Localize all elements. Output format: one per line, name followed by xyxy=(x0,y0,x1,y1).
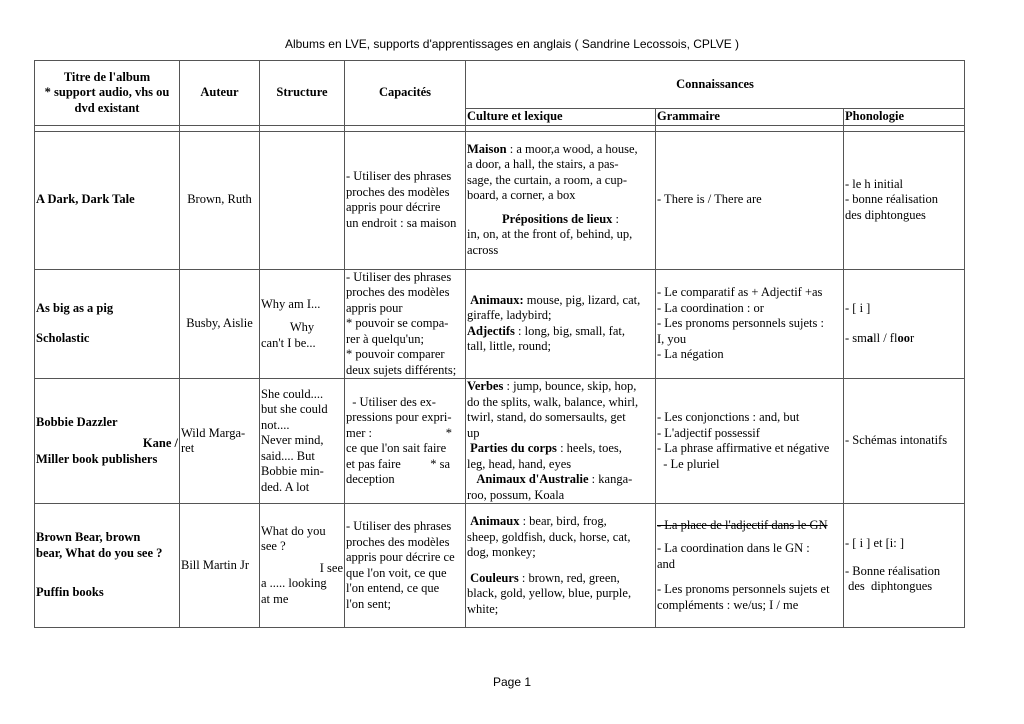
album-title: As big as a pig Scholastic xyxy=(35,269,180,379)
album-capacites: - Utiliser des ex- pressions pour expri- mer : * ce que l'on sait faire et pas faire * sa deception xyxy=(345,379,466,504)
table-row xyxy=(35,131,965,269)
album-phonologie: - le h initial - bonne réalisation des diphtongues xyxy=(844,131,965,269)
album-culture: Animaux : bear, bird, frog, sheep, goldfish, duck, horse, cat, dog, monkey; Couleurs : brown, red, green, black, gold, yellow, blue, purple, white; xyxy=(466,504,656,628)
album-title: Bobbie Dazzler Kane / Miller book publishers xyxy=(35,379,180,504)
table-row xyxy=(35,269,965,379)
album-author: Bill Martin Jr xyxy=(180,504,260,628)
table-row xyxy=(35,504,965,628)
col-capacites: Capacités xyxy=(345,61,466,126)
col-auteur: Auteur xyxy=(180,61,260,126)
album-structure: She could.... but she could not.... Never mind, said.... But Bobbie min- ded. A lot xyxy=(260,379,345,504)
album-capacites: - Utiliser des phrases proches des modèles appris pour décrire un endroit : sa maison xyxy=(345,131,466,269)
album-title: Brown Bear, brown bear, What do you see ? Puffin books xyxy=(35,504,180,628)
album-culture: Animaux: mouse, pig, lizard, cat, giraffe, ladybird; Adjectifs : long, big, small, fat, tall, little, round; xyxy=(466,269,656,379)
col-connaissances: Connaissances xyxy=(466,61,965,109)
col-structure: Structure xyxy=(260,61,345,126)
page-title: Albums en LVE, supports d'apprentissages en anglais ( Sandrine Lecossois, CPLVE ) xyxy=(284,37,740,51)
album-culture: Verbes : jump, bounce, skip, hop, do the splits, walk, balance, whirl, twirl, stand, do somersaults, get up Parties du corps : heels, toes, leg, head, hand, eyes Animaux d'Australie : kanga- roo, possum, Koala xyxy=(466,379,656,504)
album-grammaire: - Les conjonctions : and, but - L'adjectif possessif - La phrase affirmative et négative - Le pluriel xyxy=(656,379,844,504)
album-capacites: - Utiliser des phrases proches des modèles appris pour * pouvoir se compa- rer à quelqu'un; * pouvoir comparer deux sujets différents; xyxy=(345,269,466,379)
album-author: Brown, Ruth xyxy=(180,131,260,269)
album-grammaire: - Le comparatif as + Adjectif +as - La coordination : or - Les pronoms personnels sujets : I, you - La négation xyxy=(656,269,844,379)
album-phonologie: - [ i ] - small / floor xyxy=(844,269,965,379)
album-culture: Maison : a moor,a wood, a house, a door, a hall, the stairs, a pas- sage, the curtain, a room, a cup- board, a corner, a box Prépositions de lieux : in, on, at the front of, behind, up, across xyxy=(466,131,656,269)
album-capacites: - Utiliser des phrases proches des modèles appris pour décrire ce que l'on voit, ce que l'on entend, ce que l'on sent; xyxy=(345,504,466,628)
col-album: Titre de l'album * support audio, vhs ou dvd existant xyxy=(35,61,180,126)
album-structure xyxy=(260,131,345,269)
header-row xyxy=(35,61,965,109)
album-phonologie: - [ i ] et [i: ] - Bonne réalisation des diphtongues xyxy=(844,504,965,628)
col-phonologie: Phonologie xyxy=(844,109,965,126)
page-number: Page 1 xyxy=(492,675,532,689)
album-phonologie: - Schémas intonatifs xyxy=(844,379,965,504)
album-title: A Dark, Dark Tale xyxy=(35,131,180,269)
col-culture: Culture et lexique xyxy=(466,109,656,126)
album-grammaire: - There is / There are xyxy=(656,131,844,269)
table-row xyxy=(35,379,965,504)
album-author: Wild Marga- ret xyxy=(180,379,260,504)
albums-table xyxy=(34,60,965,628)
album-structure: What do you see ? I see a ..... looking at me xyxy=(260,504,345,628)
album-structure: Why am I... Why can't I be... xyxy=(260,269,345,379)
album-author: Busby, Aislie xyxy=(180,269,260,379)
col-grammaire: Grammaire xyxy=(656,109,844,126)
album-grammaire: - La place de l'adjectif dans le GN - La coordination dans le GN : and - Les pronoms personnels sujets et compléments : we/us; I / me xyxy=(656,504,844,628)
